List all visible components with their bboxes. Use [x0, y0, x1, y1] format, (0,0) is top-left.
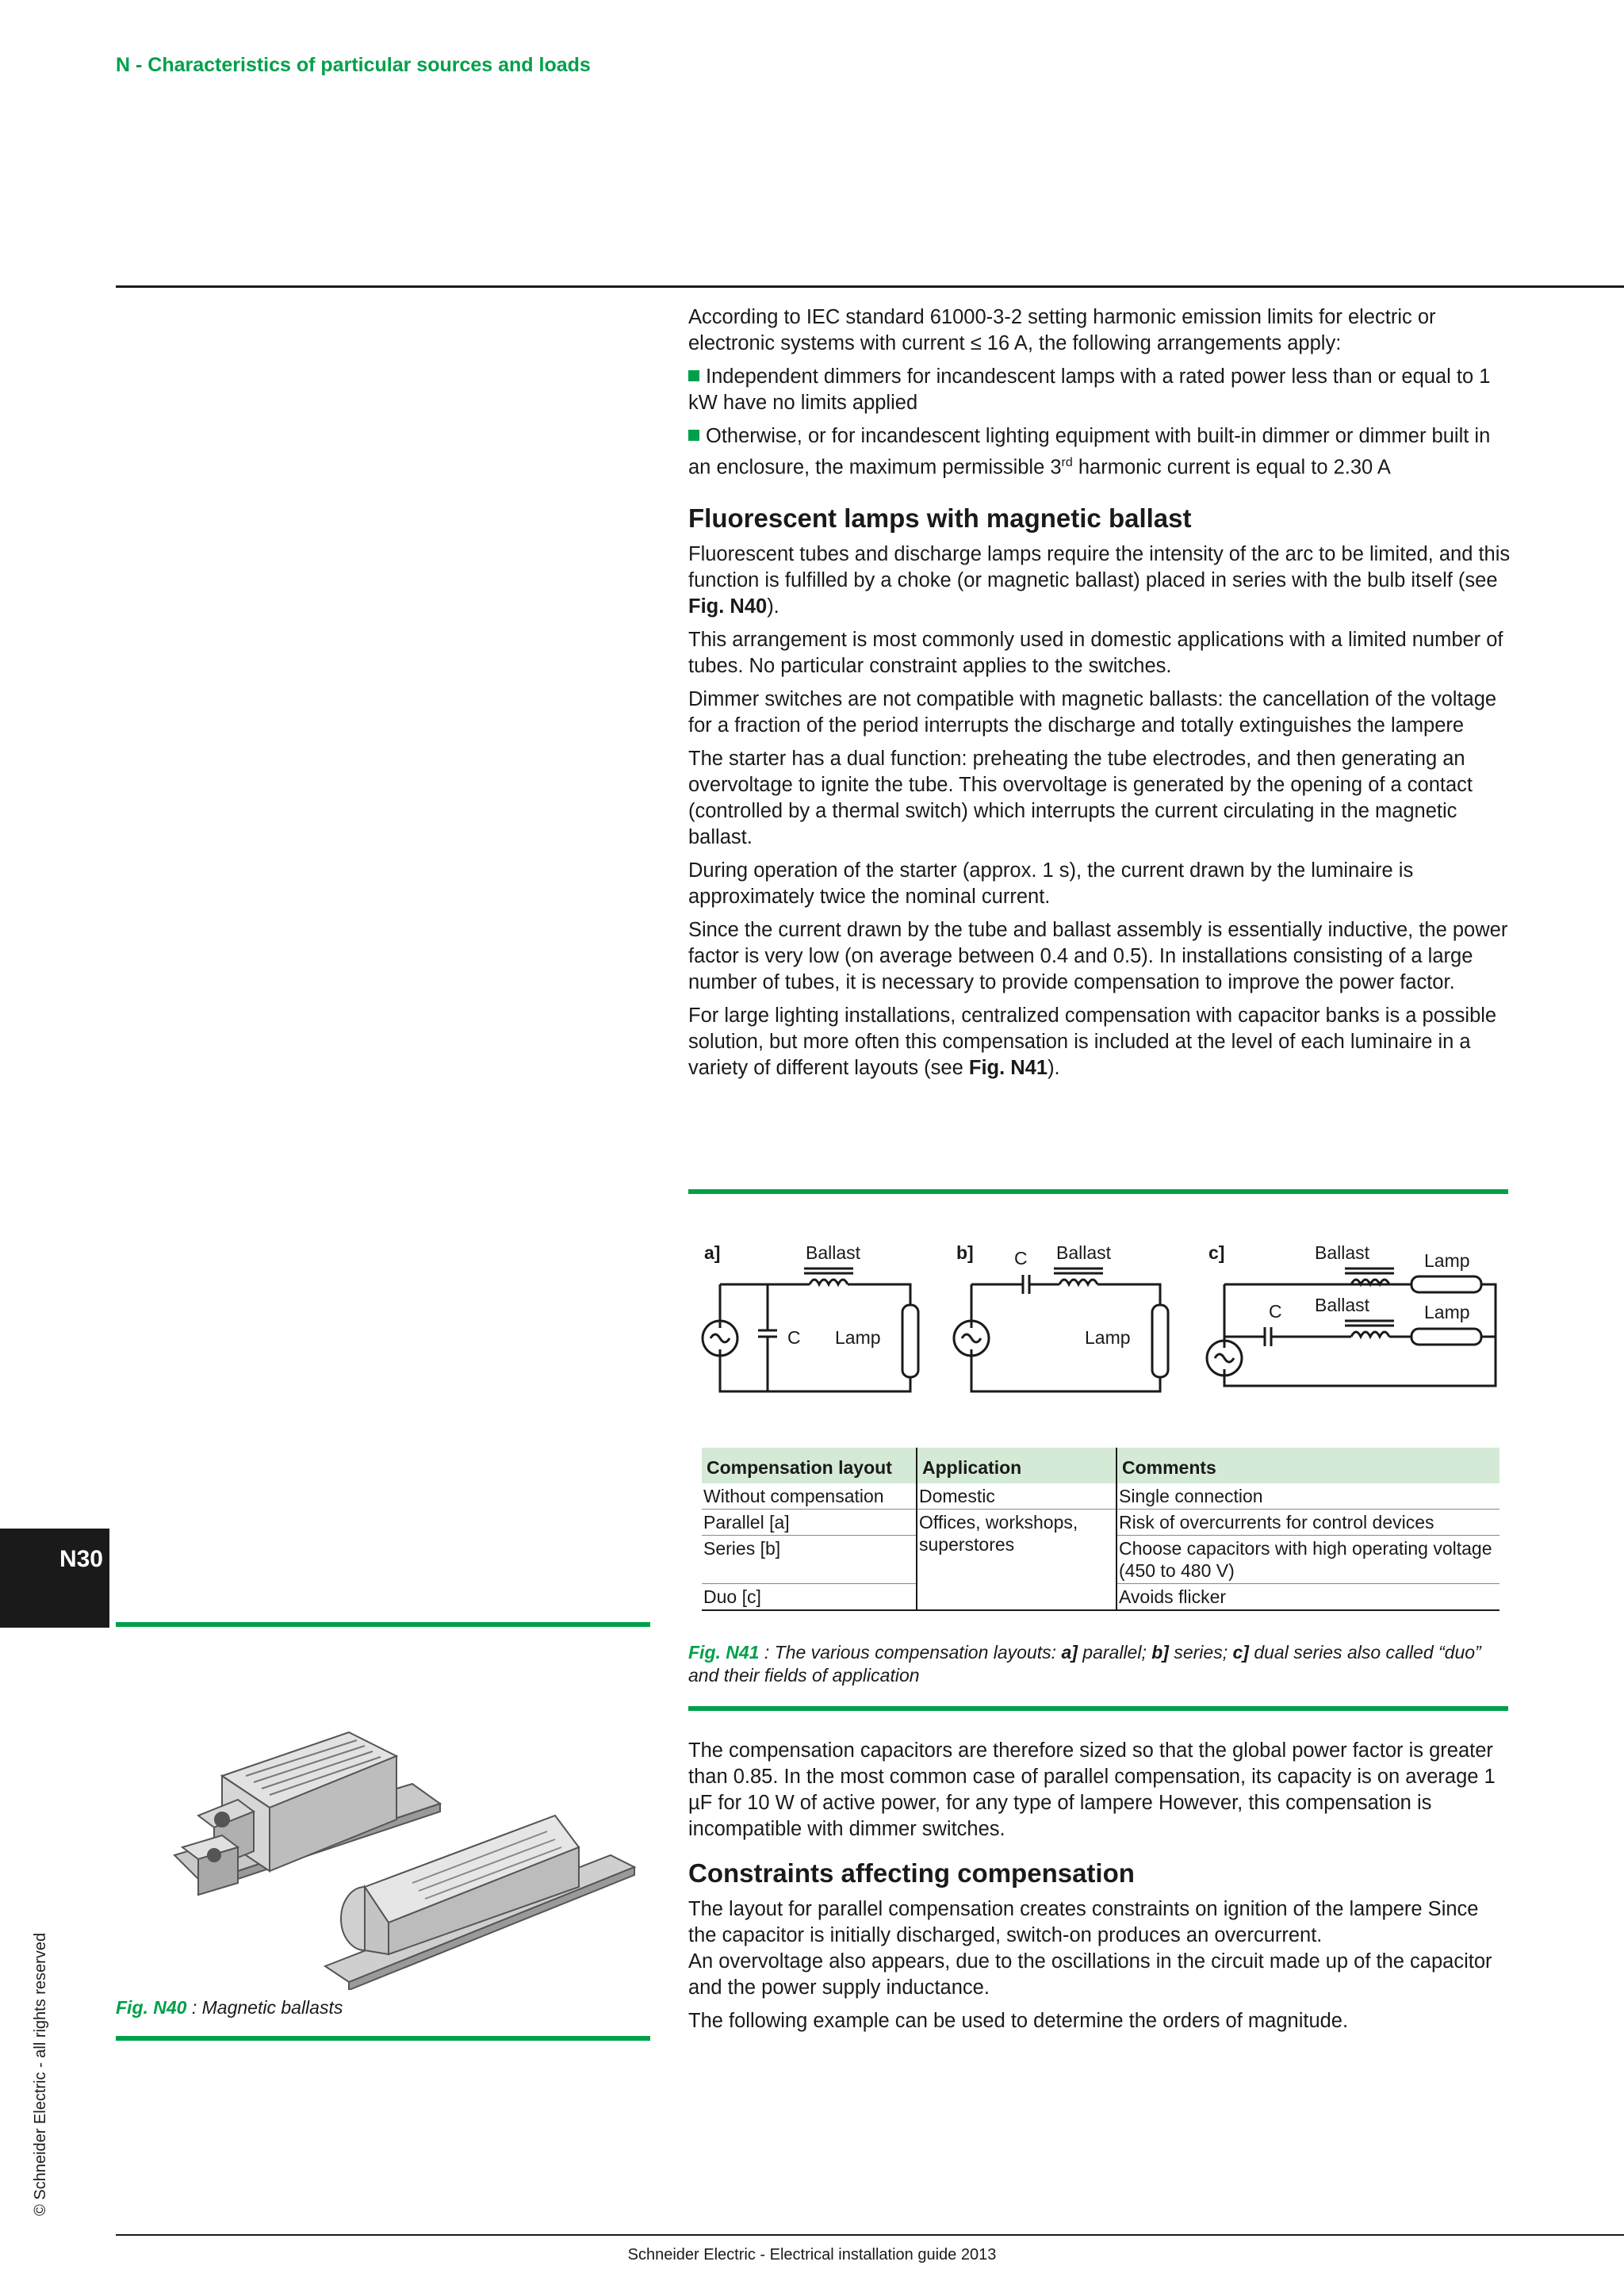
paragraph: An overvoltage also appears, due to the oscillations in the circuit made up of the capacitor and the power supply inductance.	[688, 1950, 1492, 1999]
main-column-bottom	[688, 1738, 1511, 2042]
paragraph: Dimmer switches are not compatible with magnetic ballasts: the cancellation of the voltage for a fraction of the period interrupts the discharge and totally extinguishes the lampere	[688, 687, 1497, 737]
magnetic-ballast-illustration	[127, 1657, 650, 1990]
compensation-table-wrap	[702, 1448, 1500, 1611]
table-header: Compensation layout	[702, 1448, 917, 1483]
table-row: Duo [c] Avoids flicker	[702, 1584, 1500, 1611]
intro-paragraph: According to IEC standard 61000-3-2 setting harmonic emission limits for electric or electronic systems with current ≤ 16 A, the following arrangements apply:	[688, 306, 1436, 354]
paragraph: Since the current drawn by the tube and ballast assembly is essentially inductive, the power factor is very low (on average between 0.4 and 0.5). In installations consisting of a large number of tubes, it is necessary to provide compensation to improve the power factor.	[688, 918, 1508, 993]
paragraph: The layout for parallel compensation creates constraints on ignition of the lampere Since the capacitor is initially discharged, switch-on produces an overcurrent.	[688, 1898, 1479, 1946]
circuit-b	[954, 1269, 1168, 1391]
table-header: Comments	[1116, 1448, 1500, 1483]
paragraph: For large lighting installations, centralized compensation with capacitor banks is a possible solution, but more often this compensation is included at the level of each luminaire in a variety of different layouts (see Fig. N41).	[688, 1004, 1497, 1079]
bullet-icon	[688, 370, 699, 381]
label-a: a]	[704, 1242, 721, 1263]
paragraph: This arrangement is most commonly used in domestic applications with a limited number of tubes. No particular constraint applies to the switches.	[688, 628, 1503, 677]
label-ballast-c1: Ballast	[1315, 1242, 1370, 1263]
intro-bullet-1: Independent dimmers for incandescent lamps with a rated power less than or equal to 1 kW have no limits applied	[688, 365, 1491, 414]
table-header: Application	[917, 1448, 1116, 1483]
circuit-a	[703, 1269, 918, 1391]
fig-n40-top-rule	[116, 1622, 650, 1627]
label-ballast-b: Ballast	[1056, 1242, 1112, 1263]
fig-ref-n40: Fig. N40	[688, 595, 768, 618]
ballast-left	[174, 1732, 440, 1895]
label-b: b]	[956, 1242, 974, 1263]
page-footer: Schneider Electric - Electrical installation guide 2013	[627, 2246, 997, 2263]
label-c: c]	[1208, 1242, 1225, 1263]
label-ballast-a: Ballast	[806, 1242, 861, 1263]
section-title-constraints: Constraints affecting compensation	[688, 1858, 1135, 1888]
compensation-circuit-diagram	[688, 1229, 1508, 1419]
paragraph: The compensation capacitors are therefore sized so that the global power factor is greater than 0.85. In the most common case of parallel compensation, its capacity is on average 1 µF for 10 W of active power, for any type of lampere However, this compensation is incompatible with dimmer switches.	[688, 1739, 1496, 1840]
paragraph: Fluorescent tubes and discharge lamps require the intensity of the arc to be limited, and this function is fulfilled by a choke (or magnetic ballast) placed in series with the bulb itself (see Fig. N40).	[688, 542, 1511, 618]
paragraph: During operation of the starter (approx. 1 s), the current drawn by the luminaire is approximately twice the nominal current.	[688, 859, 1414, 908]
table-row: Series [b] Choose capacitors with high operating voltage (450 to 480 V)	[702, 1536, 1500, 1584]
circuit-c	[1207, 1269, 1496, 1386]
fig-n41-caption: Fig. N41 : The various compensation layouts: a] parallel; b] series; c] dual series also called “duo” and their fields of application	[688, 1642, 1481, 1686]
fig-n41-bottom-rule	[688, 1706, 1508, 1711]
copyright-notice: © Schneider Electric - all rights reserved	[32, 1932, 49, 2216]
label-lamp-a: Lamp	[835, 1327, 881, 1348]
page-header: N - Characteristics of particular sources and loads	[116, 54, 591, 76]
label-cap-b: C	[1014, 1248, 1028, 1269]
label-ballast-c2: Ballast	[1315, 1295, 1370, 1315]
main-column-top	[688, 304, 1511, 1089]
header-rule	[116, 285, 1624, 288]
label-lamp-c2: Lamp	[1424, 1302, 1470, 1322]
label-cap-a: C	[787, 1327, 801, 1348]
page-tab: N30	[0, 1529, 109, 1628]
bullet-icon	[688, 430, 699, 441]
fig-n40-bottom-rule	[116, 2036, 650, 2041]
intro-bullet-2: Otherwise, or for incandescent lighting equipment with built-in dimmer or dimmer built in an enclosure, the maximum permissible 3rd harmonic current is equal to 2.30 A	[688, 425, 1491, 479]
footer-rule	[116, 2234, 1624, 2236]
paragraph: The starter has a dual function: preheating the tube electrodes, and then generating an overvoltage to ignite the tube. This overvoltage is generated by the opening of a contact (controlled by a thermal switch) which interrupts the current circulating in the magnetic ballast.	[688, 747, 1473, 848]
fig-n41-top-rule	[688, 1189, 1508, 1194]
table-row: Without compensation Domestic Single connection	[702, 1483, 1500, 1510]
compensation-table	[702, 1448, 1500, 1611]
fig-n40-caption: Fig. N40 : Magnetic ballasts	[116, 1997, 343, 2018]
fig-ref-n41: Fig. N41	[968, 1056, 1048, 1079]
label-lamp-b: Lamp	[1085, 1327, 1131, 1348]
paragraph: The following example can be used to determine the orders of magnitude.	[688, 2010, 1349, 2032]
label-cap-c: C	[1269, 1301, 1282, 1322]
label-lamp-c1: Lamp	[1424, 1250, 1470, 1271]
section-title-fluorescent: Fluorescent lamps with magnetic ballast	[688, 503, 1192, 533]
table-row: Parallel [a] Offices, workshops, superstores Risk of overcurrents for control devices	[702, 1510, 1500, 1536]
ballast-right	[325, 1816, 634, 1990]
